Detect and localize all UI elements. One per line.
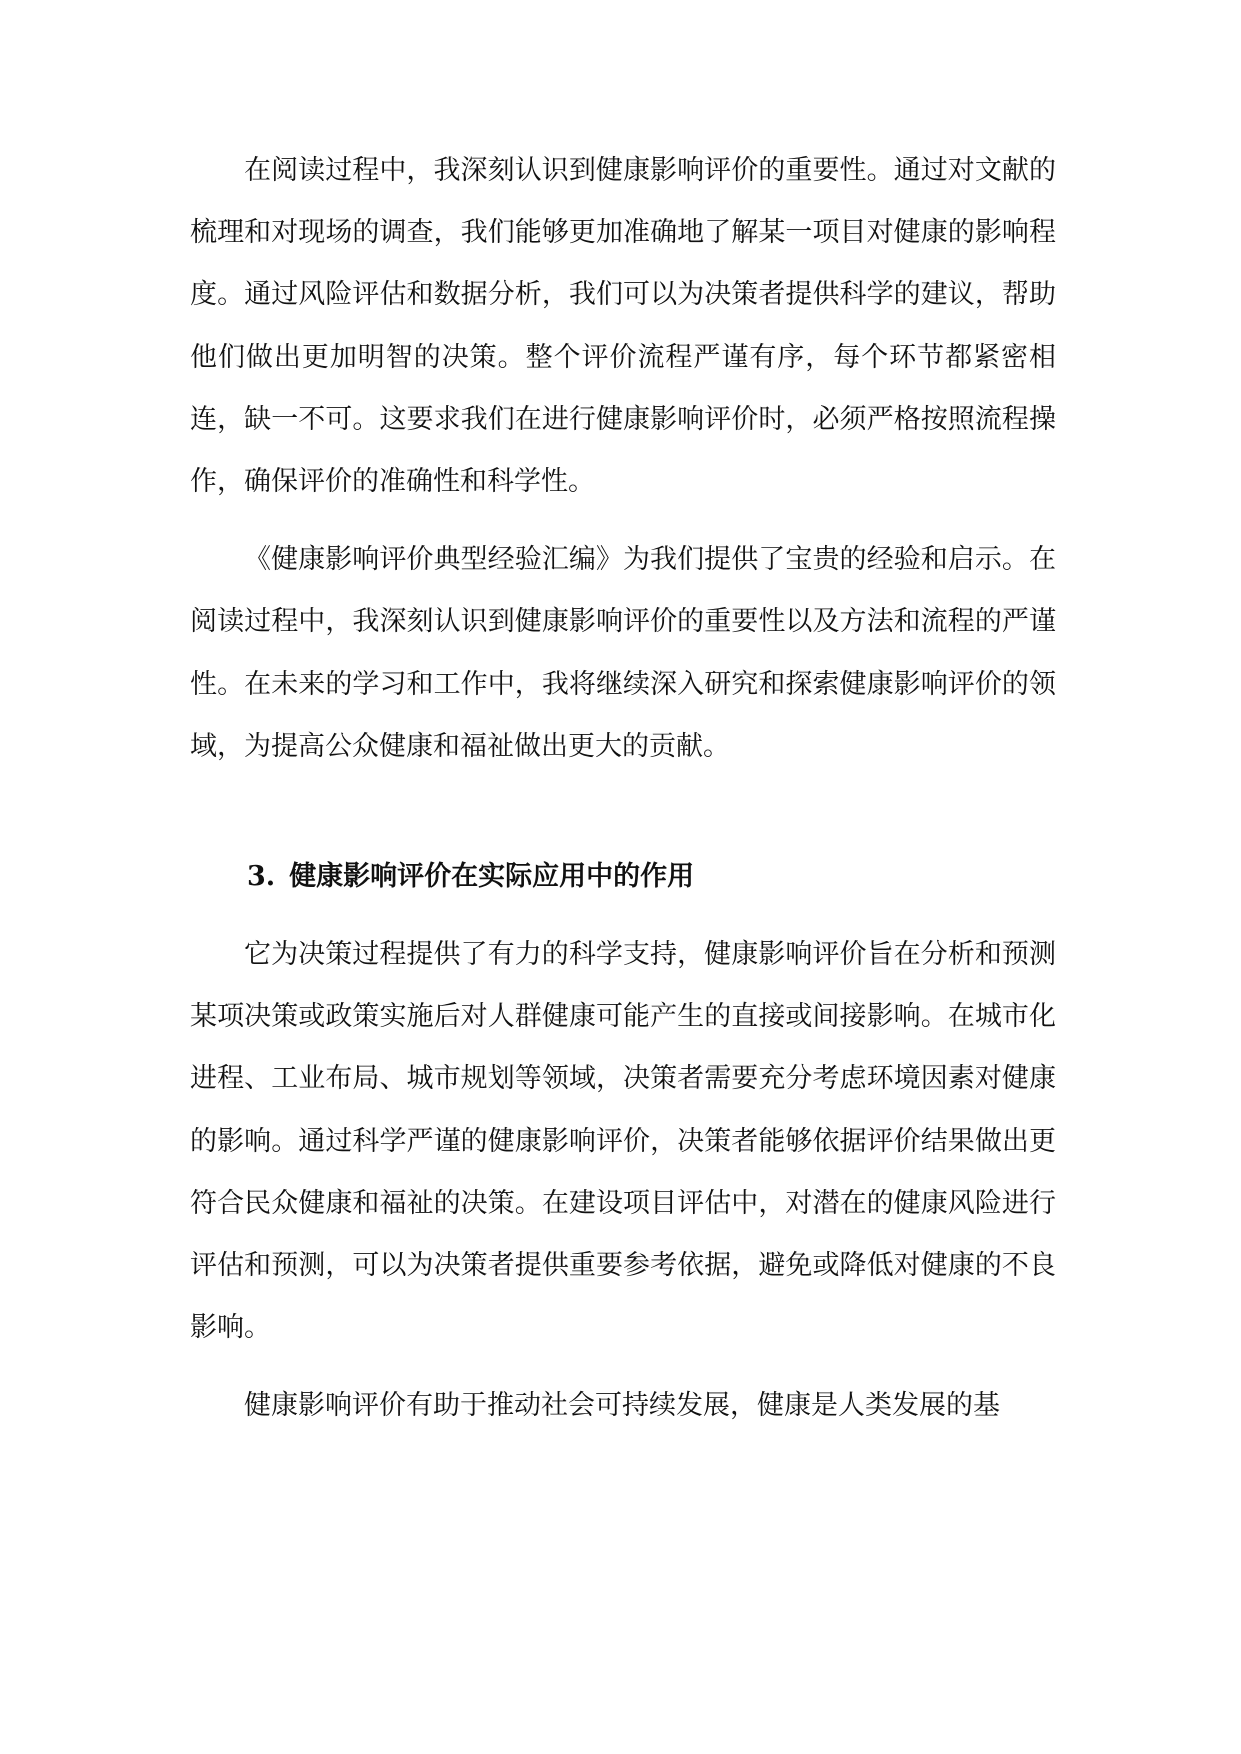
section-number: 3. <box>247 861 276 893</box>
paragraph-decision-support: 它为决策过程提供了有力的科学支持，健康影响评价旨在分析和预测某项决策或政策实施后对人群健康可能产生的直接或间接影响。在城市化进程、工业布局、城市规划等领域，决策者需要充分考虑环境因素对健康的影响。通过科学严谨的健康影响评价，决策者能够依据评价结果做出更符合民众健康和福祉的决策。在建设项目评估中，对潜在的健康风险进行评估和预测，可以为决策者提供重要参考依据，避免或降低对健康的不良影响。 <box>190 939 1056 1344</box>
section-title: 健康影响评价在实际应用中的作用 <box>289 861 695 893</box>
document-body <box>190 140 1056 1438</box>
section-heading <box>190 846 1056 908</box>
paragraph-reading-importance: 在阅读过程中，我深刻认识到健康影响评价的重要性。通过对文献的梳理和对现场的调查，我们能够更加准确地了解某一项目对健康的影响程度。通过风险评估和数据分析，我们可以为决策者提供科学的建议，帮助他们做出更加明智的决策。整个评价流程严谨有序，每个环节都紧密相连，缺一不可。这要求我们在进行健康影响评价时，必须严格按照流程操作，确保评价的准确性和科学性。 <box>190 155 1056 498</box>
paragraph-sustainable-development: 健康影响评价有助于推动社会可持续发展，健康是人类发展的基 <box>244 1390 1000 1422</box>
paragraph-compilation-insights: 《健康影响评价典型经验汇编》为我们提供了宝贵的经验和启示。在阅读过程中，我深刻认识到健康影响评价的重要性以及方法和流程的严谨性。在未来的学习和工作中，我将继续深入研究和探索健康影响评价的领域，为提高公众健康和福祉做出更大的贡献。 <box>190 544 1056 762</box>
